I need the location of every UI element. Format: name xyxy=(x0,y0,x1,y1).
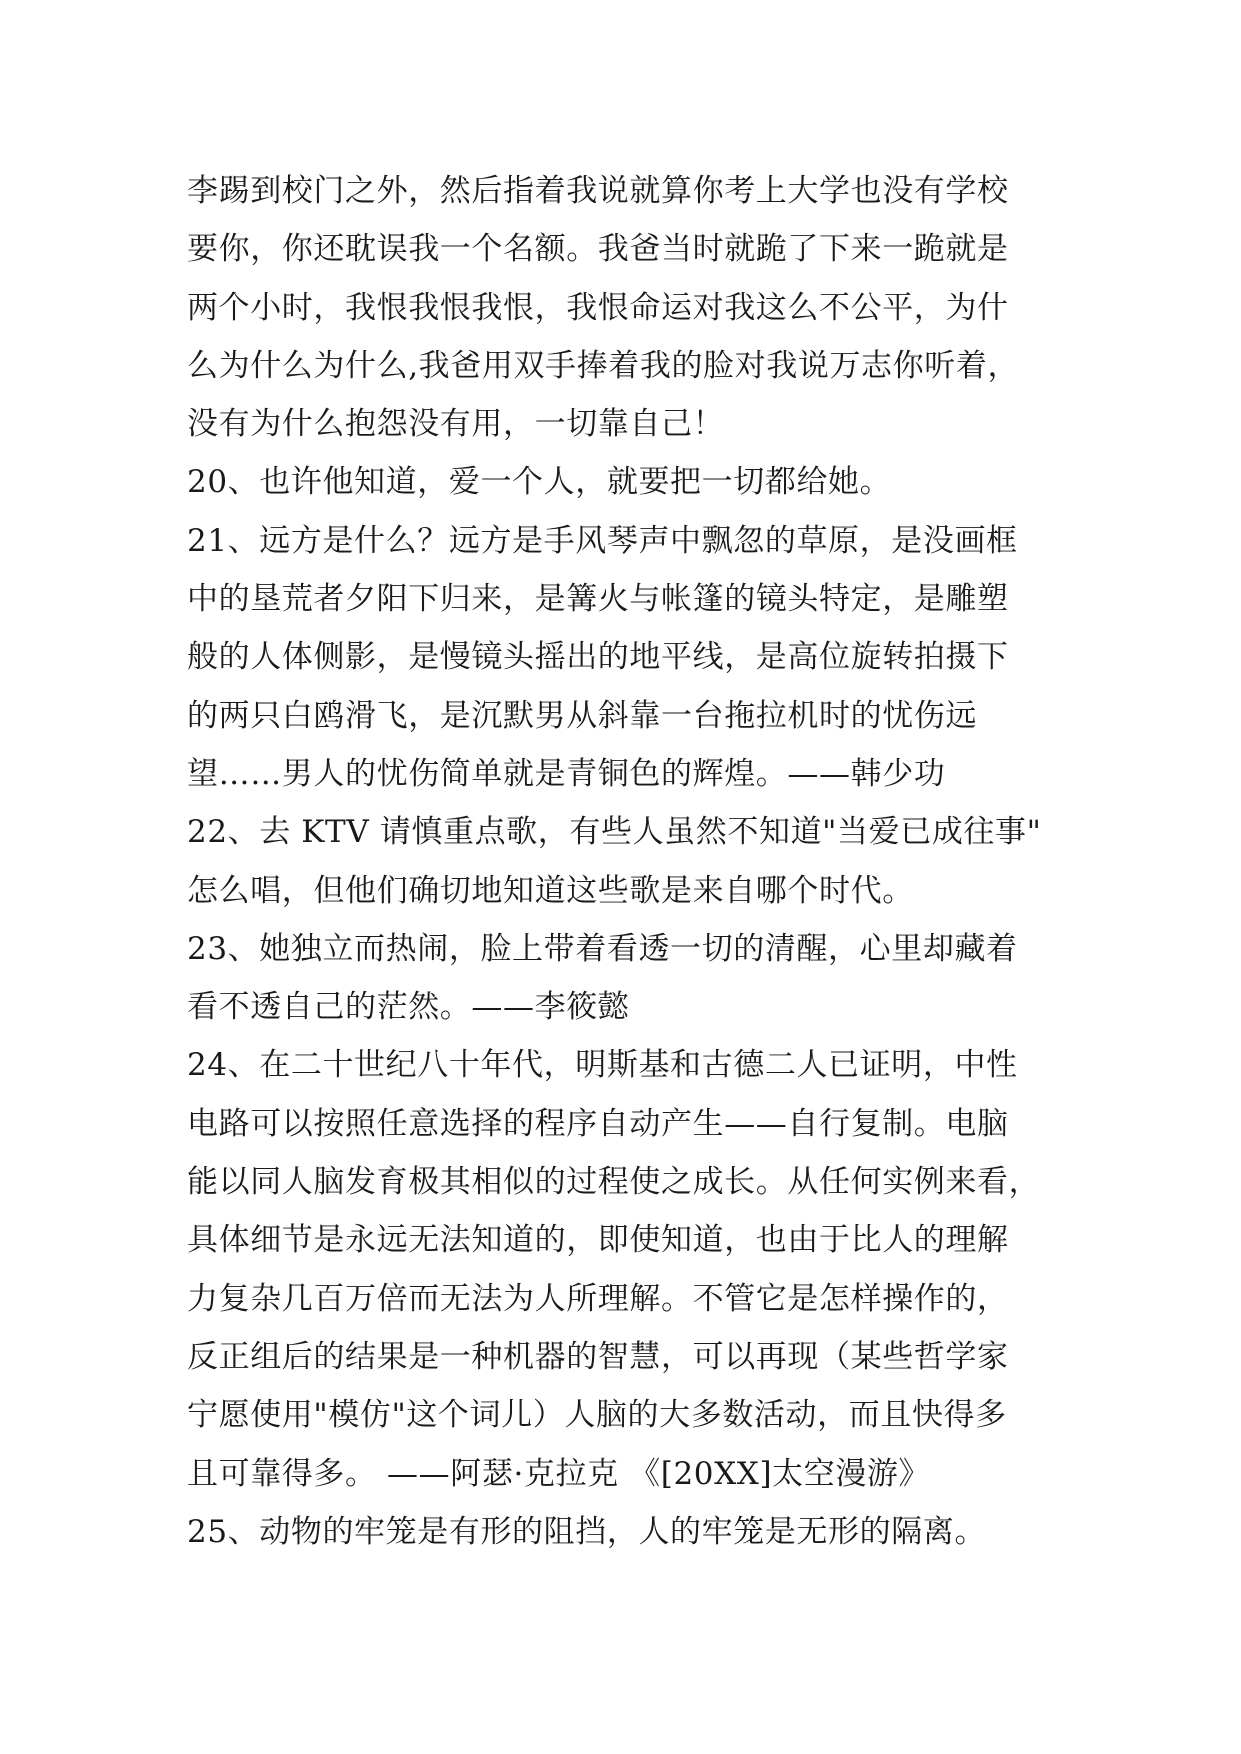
text-line: 两个小时，我恨我恨我恨，我恨命运对我这么不公平，为什 xyxy=(187,289,1009,326)
text-line: 23、她独立而热闹，脸上带着看透一切的清醒，心里却藏着 xyxy=(187,930,1018,967)
text-line: 看不透自己的茫然。——李筱懿 xyxy=(187,989,630,1026)
text-line: 21、远方是什么？远方是手风琴声中飘忽的草原，是没画框 xyxy=(187,522,1018,559)
document-body xyxy=(187,162,1057,1561)
text-line: 的两只白鸥滑飞，是沉默男从斜靠一台拖拉机时的忧伤远 xyxy=(187,697,977,734)
text-line: 20、也许他知道，爱一个人，就要把一切都给她。 xyxy=(187,464,892,501)
text-line: 望……男人的忧伤简单就是青铜色的辉煌。——韩少功 xyxy=(187,755,946,792)
text-line: 22、去 KTV 请慎重点歌，有些人虽然不知道"当爱已成往事" xyxy=(187,814,1042,851)
text-line: 具体细节是永远无法知道的，即使知道，也由于比人的理解 xyxy=(187,1222,1009,1259)
text-line: 反正组后的结果是一种机器的智慧，可以再现（某些哲学家 xyxy=(187,1338,1009,1375)
text-line: 怎么唱，但他们确切地知道这些歌是来自哪个时代。 xyxy=(187,872,914,909)
text-line: 且可靠得多。 ——阿瑟·克拉克 《[20XX]太空漫游》 xyxy=(187,1455,931,1492)
text-line: 力复杂几百万倍而无法为人所理解。不管它是怎样操作的， xyxy=(187,1280,1009,1317)
text-line: 电路可以按照任意选择的程序自动产生——自行复制。电脑 xyxy=(187,1105,1009,1142)
text-line: 般的人体侧影，是慢镜头摇出的地平线，是高位旋转拍摄下 xyxy=(187,639,1009,676)
text-line: 能以同人脑发育极其相似的过程使之成长。从任何实例来看， xyxy=(187,1164,1041,1201)
text-line: 么为什么为什么,我爸用双手捧着我的脸对我说万志你听着， xyxy=(187,347,1020,384)
text-line: 李踢到校门之外，然后指着我说就算你考上大学也没有学校 xyxy=(187,173,1009,209)
text-line: 没有为什么抱怨没有用，一切靠自己！ xyxy=(187,406,725,443)
text-line: 24、在二十世纪八十年代，明斯基和古德二人已证明，中性 xyxy=(187,1047,1018,1084)
text-line: 宁愿使用"模仿"这个词儿）人脑的大多数活动，而且快得多 xyxy=(187,1397,1007,1434)
text-line: 中的垦荒者夕阳下归来，是篝火与帐篷的镜头特定，是雕塑 xyxy=(187,581,1009,618)
text-line: 要你，你还耽误我一个名额。我爸当时就跪了下来一跪就是 xyxy=(187,231,1009,268)
text-line: 25、动物的牢笼是有形的阻挡，人的牢笼是无形的隔离。 xyxy=(187,1513,987,1550)
